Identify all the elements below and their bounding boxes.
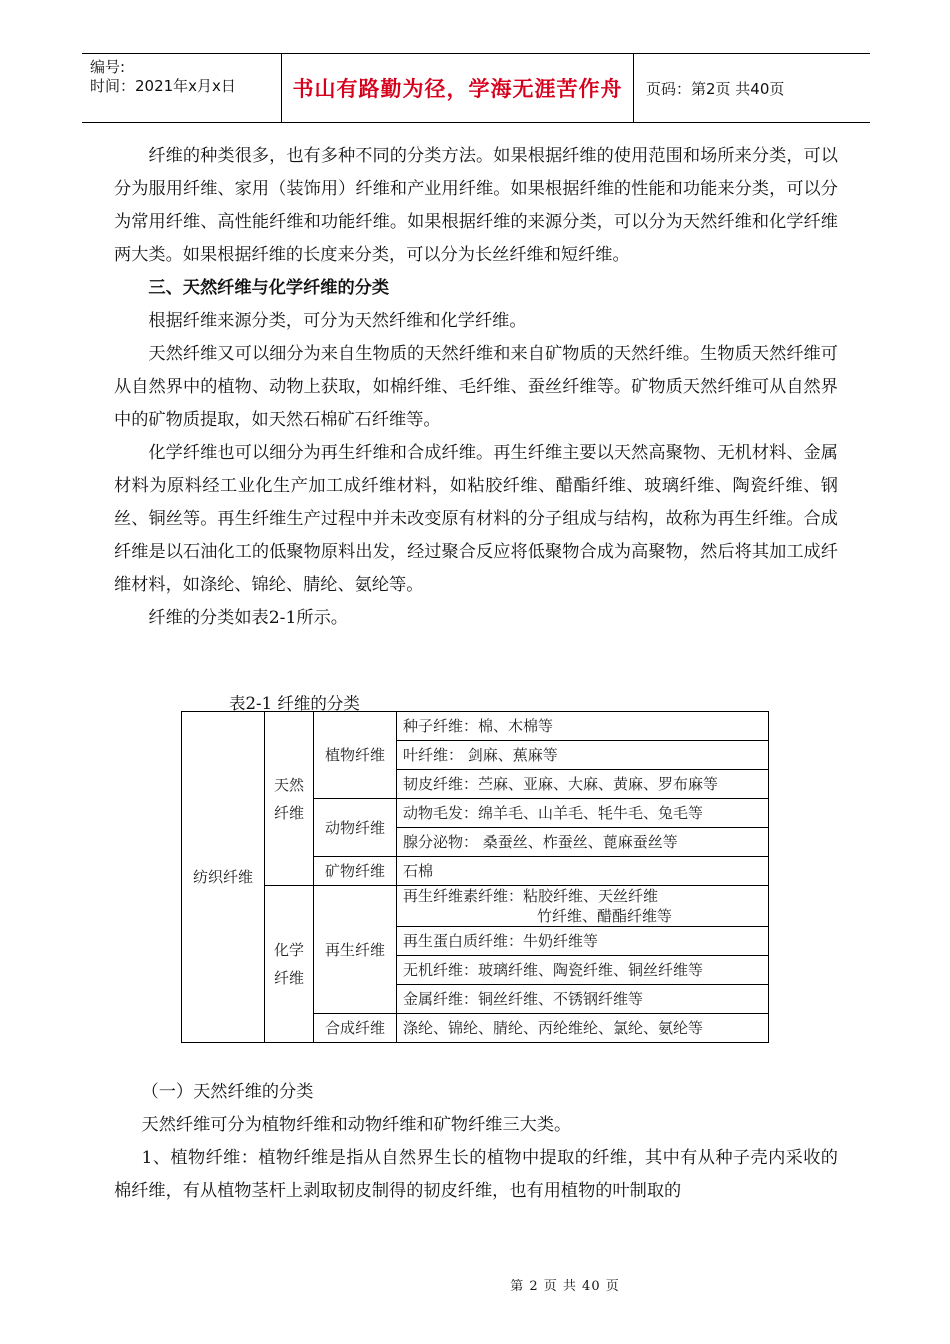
- subsection-title-natural: （一）天然纤维的分类: [141, 1082, 314, 1102]
- cell-regenerated-fiber: 再生纤维: [314, 886, 397, 1014]
- cell-mineral-fiber: 矿物纤维: [314, 857, 397, 886]
- body-upper: [114, 140, 838, 635]
- cell-metal-fiber: 金属纤维：铜丝纤维、不锈钢纤维等: [397, 985, 769, 1014]
- cell-animal-fiber: 动物纤维: [314, 799, 397, 857]
- cell-leaf-fiber: 叶纤维： 剑麻、蕉麻等: [397, 741, 769, 770]
- cell-seed-fiber: 种子纤维：棉、木棉等: [397, 712, 769, 741]
- cell-chemical-fiber: 化学纤维: [265, 886, 314, 1043]
- paragraph-natural-categories: 天然纤维可分为植物纤维和动物纤维和矿物纤维三大类。: [141, 1115, 572, 1135]
- section-title-3: 三、天然纤维与化学纤维的分类: [148, 278, 390, 298]
- cell-regenerated-protein: 再生蛋白质纤维：牛奶纤维等: [397, 927, 769, 956]
- header-meta: [82, 54, 282, 122]
- header-page-label: 页码：第2页 共40页: [646, 79, 785, 98]
- paragraph-source-classification: 根据纤维来源分类，可分为天然纤维和化学纤维。: [148, 311, 527, 331]
- table-caption: 表2-1 纤维的分类: [229, 694, 360, 713]
- cell-plant-fiber: 植物纤维: [314, 712, 397, 799]
- paragraph-fiber-types: 纤维的种类很多，也有多种不同的分类方法。如果根据纤维的使用范围和场所来分类，可以分为服用纤维、家用（装饰用）纤维和产业用纤维。如果根据纤维的性能和功能来分类，可以分为常用纤维、高性能纤维和功能纤维。如果根据纤维的来源分类，可以分为天然纤维和化学纤维两大类。如果根据纤维的长度来分类，可以分为长丝纤维和短纤维。: [114, 146, 838, 265]
- paragraph-table-ref: 纤维的分类如表2-1所示。: [148, 608, 348, 628]
- cell-regenerated-cellulose: 再生纤维素纤维：粘胶纤维、天丝纤维 竹纤维、醋酯纤维等: [397, 886, 769, 927]
- page-footer: [0, 1275, 950, 1294]
- body-lower: [114, 1076, 838, 1208]
- cell-natural-fiber: 天然纤维: [265, 712, 314, 886]
- footer-page-number: 第 2 页 共 40 页: [510, 1279, 620, 1294]
- cell-synthetic-list: 涤纶、锦纶、腈纶、丙纶维纶、氯纶、氨纶等: [397, 1014, 769, 1043]
- cell-inorganic-fiber: 无机纤维：玻璃纤维、陶瓷纤维、铜丝纤维等: [397, 956, 769, 985]
- cell-textile-fiber: 纺织纤维: [182, 712, 265, 1043]
- paragraph-natural-fiber: 天然纤维又可以细分为来自生物质的天然纤维和来自矿物质的天然纤维。生物质天然纤维可从自然界中的植物、动物上获取，如棉纤维、毛纤维、蚕丝纤维等。矿物质天然纤维可从自然界中的矿物质提取，如天然石棉矿石纤维等。: [114, 344, 838, 430]
- cell-synthetic-fiber: 合成纤维: [314, 1014, 397, 1043]
- page-header: [82, 53, 870, 123]
- fiber-classification-table: [181, 711, 769, 1043]
- cell-animal-hair: 动物毛发：绵羊毛、山羊毛、牦牛毛、兔毛等: [397, 799, 769, 828]
- cell-gland-secretion: 腺分泌物： 桑蚕丝、柞蚕丝、蓖麻蚕丝等: [397, 828, 769, 857]
- cell-asbestos: 石棉: [397, 857, 769, 886]
- paragraph-chemical-fiber: 化学纤维也可以细分为再生纤维和合成纤维。再生纤维主要以天然高聚物、无机材料、金属材料为原料经工业化生产加工成纤维材料，如粘胶纤维、醋酯纤维、玻璃纤维、陶瓷纤维、钢丝、铜丝等。再生纤维生产过程中并未改变原有材料的分子组成与结构，故称为再生纤维。合成纤维是以石油化工的低聚物原料出发，经过聚合反应将低聚物合成为高聚物，然后将其加工成纤维材料，如涤纶、锦纶、腈纶、氨纶等。: [114, 443, 838, 595]
- document-time-label: 时间：2021年x月x日: [90, 77, 236, 95]
- cell-bast-fiber: 韧皮纤维：苎麻、亚麻、大麻、黄麻、罗布麻等: [397, 770, 769, 799]
- paragraph-plant-fiber: 1、植物纤维：植物纤维是指从自然界生长的植物中提取的纤维，其中有从种子壳内采收的棉纤维，有从植物茎杆上剥取韧皮制得的韧皮纤维，也有用植物的叶制取的: [114, 1148, 838, 1201]
- document-number-label: 编号:: [90, 58, 126, 76]
- header-motto: 书山有路勤为径，学海无涯苦作舟: [282, 54, 634, 122]
